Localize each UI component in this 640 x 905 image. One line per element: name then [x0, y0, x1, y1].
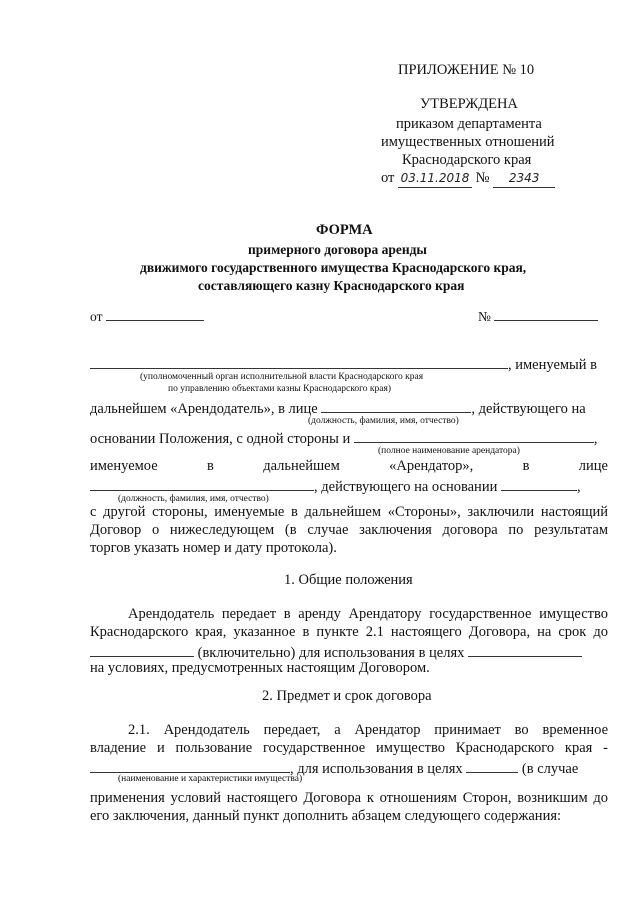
section-1-line-4: на условиях, предусмотренных настоящим Договором.	[90, 660, 430, 676]
approval-line-1: приказом департамента	[396, 116, 542, 132]
approval-date-row	[381, 170, 555, 188]
other-party-line-1: с другой стороны, именуемые в дальнейшем «Стороны», заключили настоящий	[90, 504, 608, 520]
contract-number-label: №	[478, 309, 491, 324]
tenant-basis-blank	[501, 476, 577, 491]
appendix-label: ПРИЛОЖЕНИЕ № 10	[398, 62, 535, 78]
title-line-1: примерного договора аренды	[248, 242, 427, 257]
contract-from-label: от	[90, 309, 103, 324]
section-1-heading: 1. Общие положения	[284, 572, 413, 588]
purpose-blank-2	[466, 758, 518, 773]
title-line-2: движимого государственного имущества Краснодарского края,	[140, 260, 527, 275]
purpose-blank	[468, 642, 582, 657]
hint-authority-2: по управлению объектами казны Краснодарского края)	[168, 384, 392, 394]
approval-number-handwritten: 2343	[508, 171, 540, 185]
contract-number-blank	[494, 306, 598, 321]
contract-date-blank	[106, 306, 204, 321]
named-word-3: «Арендатор»,	[389, 458, 474, 474]
named-word-1: в	[207, 458, 214, 474]
authority-blank	[90, 354, 508, 369]
section-2-line-3b: (в случае	[521, 761, 579, 777]
section-2-line-3a: , для использования в целях	[290, 761, 463, 777]
further-lessor-text: дальнейшем «Арендодатель», в лице	[90, 401, 318, 417]
contract-number-row	[478, 306, 598, 325]
approval-line-3: Краснодарского края	[402, 152, 532, 168]
acting-basis-text: , действующего на основании	[314, 479, 498, 495]
section-2-line-4: применения условий настоящего Договора к отношениям Сторон, возникшим до	[90, 790, 608, 806]
property-blank	[90, 758, 290, 773]
named-tenant-row	[90, 458, 608, 475]
title-line-3: составляющего казну Краснодарского края	[198, 278, 465, 293]
section-1-line-1: Арендодатель передает в аренду Арендатору государственное имущество	[128, 606, 608, 622]
approved-label: УТВЕРЖДЕНА	[420, 96, 518, 112]
named-in-text: , именуемый в	[508, 357, 598, 373]
approval-date-handwritten: 03.11.2018	[400, 171, 470, 185]
section-2-heading: 2. Предмет и срок договора	[262, 688, 432, 704]
tenant-representative-row: , действующего на основании ,	[90, 476, 581, 496]
hint-position: (должность, фамилия, имя, отчество)	[308, 416, 459, 426]
section-2-line-1: 2.1. Арендодатель передает, а Арендатор принимает во временное	[128, 722, 608, 738]
section-1-row-3	[90, 642, 582, 662]
contract-date-row	[90, 306, 204, 325]
section-1-line-3: (включительно) для использования в целях	[197, 645, 465, 661]
named-word-5: лице	[578, 458, 608, 474]
other-party-line-3: торгов указать номер и дату протокола).	[90, 540, 337, 556]
other-party-line-2: Договор о нижеследующем (в случае заключения договора по результатам	[90, 522, 608, 538]
named-word-2: дальнейшем	[263, 458, 340, 474]
approval-line-2: имущественных отношений	[381, 134, 555, 150]
section-2-line-2: владение и пользование государственное имущество Краснодарского края -	[90, 740, 608, 756]
section-2-line-5: его заключения, данный пункт дополнить абзацем следующего содержания:	[90, 808, 562, 824]
approval-number-field	[493, 170, 555, 188]
authority-row	[90, 354, 597, 374]
lessor-row	[90, 398, 586, 418]
tenant-name-blank	[354, 428, 594, 443]
form-title: ФОРМА	[316, 222, 373, 238]
approval-number-label: №	[475, 170, 490, 186]
approval-date-field	[398, 170, 472, 188]
acting-text: , действующего на	[471, 401, 586, 417]
term-blank	[90, 642, 194, 657]
approval-from-label: от	[381, 170, 395, 186]
tenant-representative-blank	[90, 476, 314, 491]
section-1-line-2: Краснодарского края, указанное в пункте 2.1 настоящего Договора, на срок до	[90, 624, 608, 640]
hint-property: (наименование и характеристики имущества)	[118, 774, 303, 784]
hint-tenant-name: (полное наименование арендатора)	[378, 446, 520, 456]
lessor-representative-blank	[321, 398, 471, 413]
hint-authority-1: (уполномоченный орган исполнительной власти Краснодарского края	[140, 372, 424, 382]
basis-text: основании Положения, с одной стороны и	[90, 431, 351, 447]
basis-row: основании Положения, с одной стороны и ,	[90, 428, 598, 448]
named-word-4: в	[522, 458, 530, 474]
hint-position-2: (должность, фамилия, имя, отчество)	[118, 494, 269, 504]
named-word-0: именуемое	[90, 458, 158, 474]
